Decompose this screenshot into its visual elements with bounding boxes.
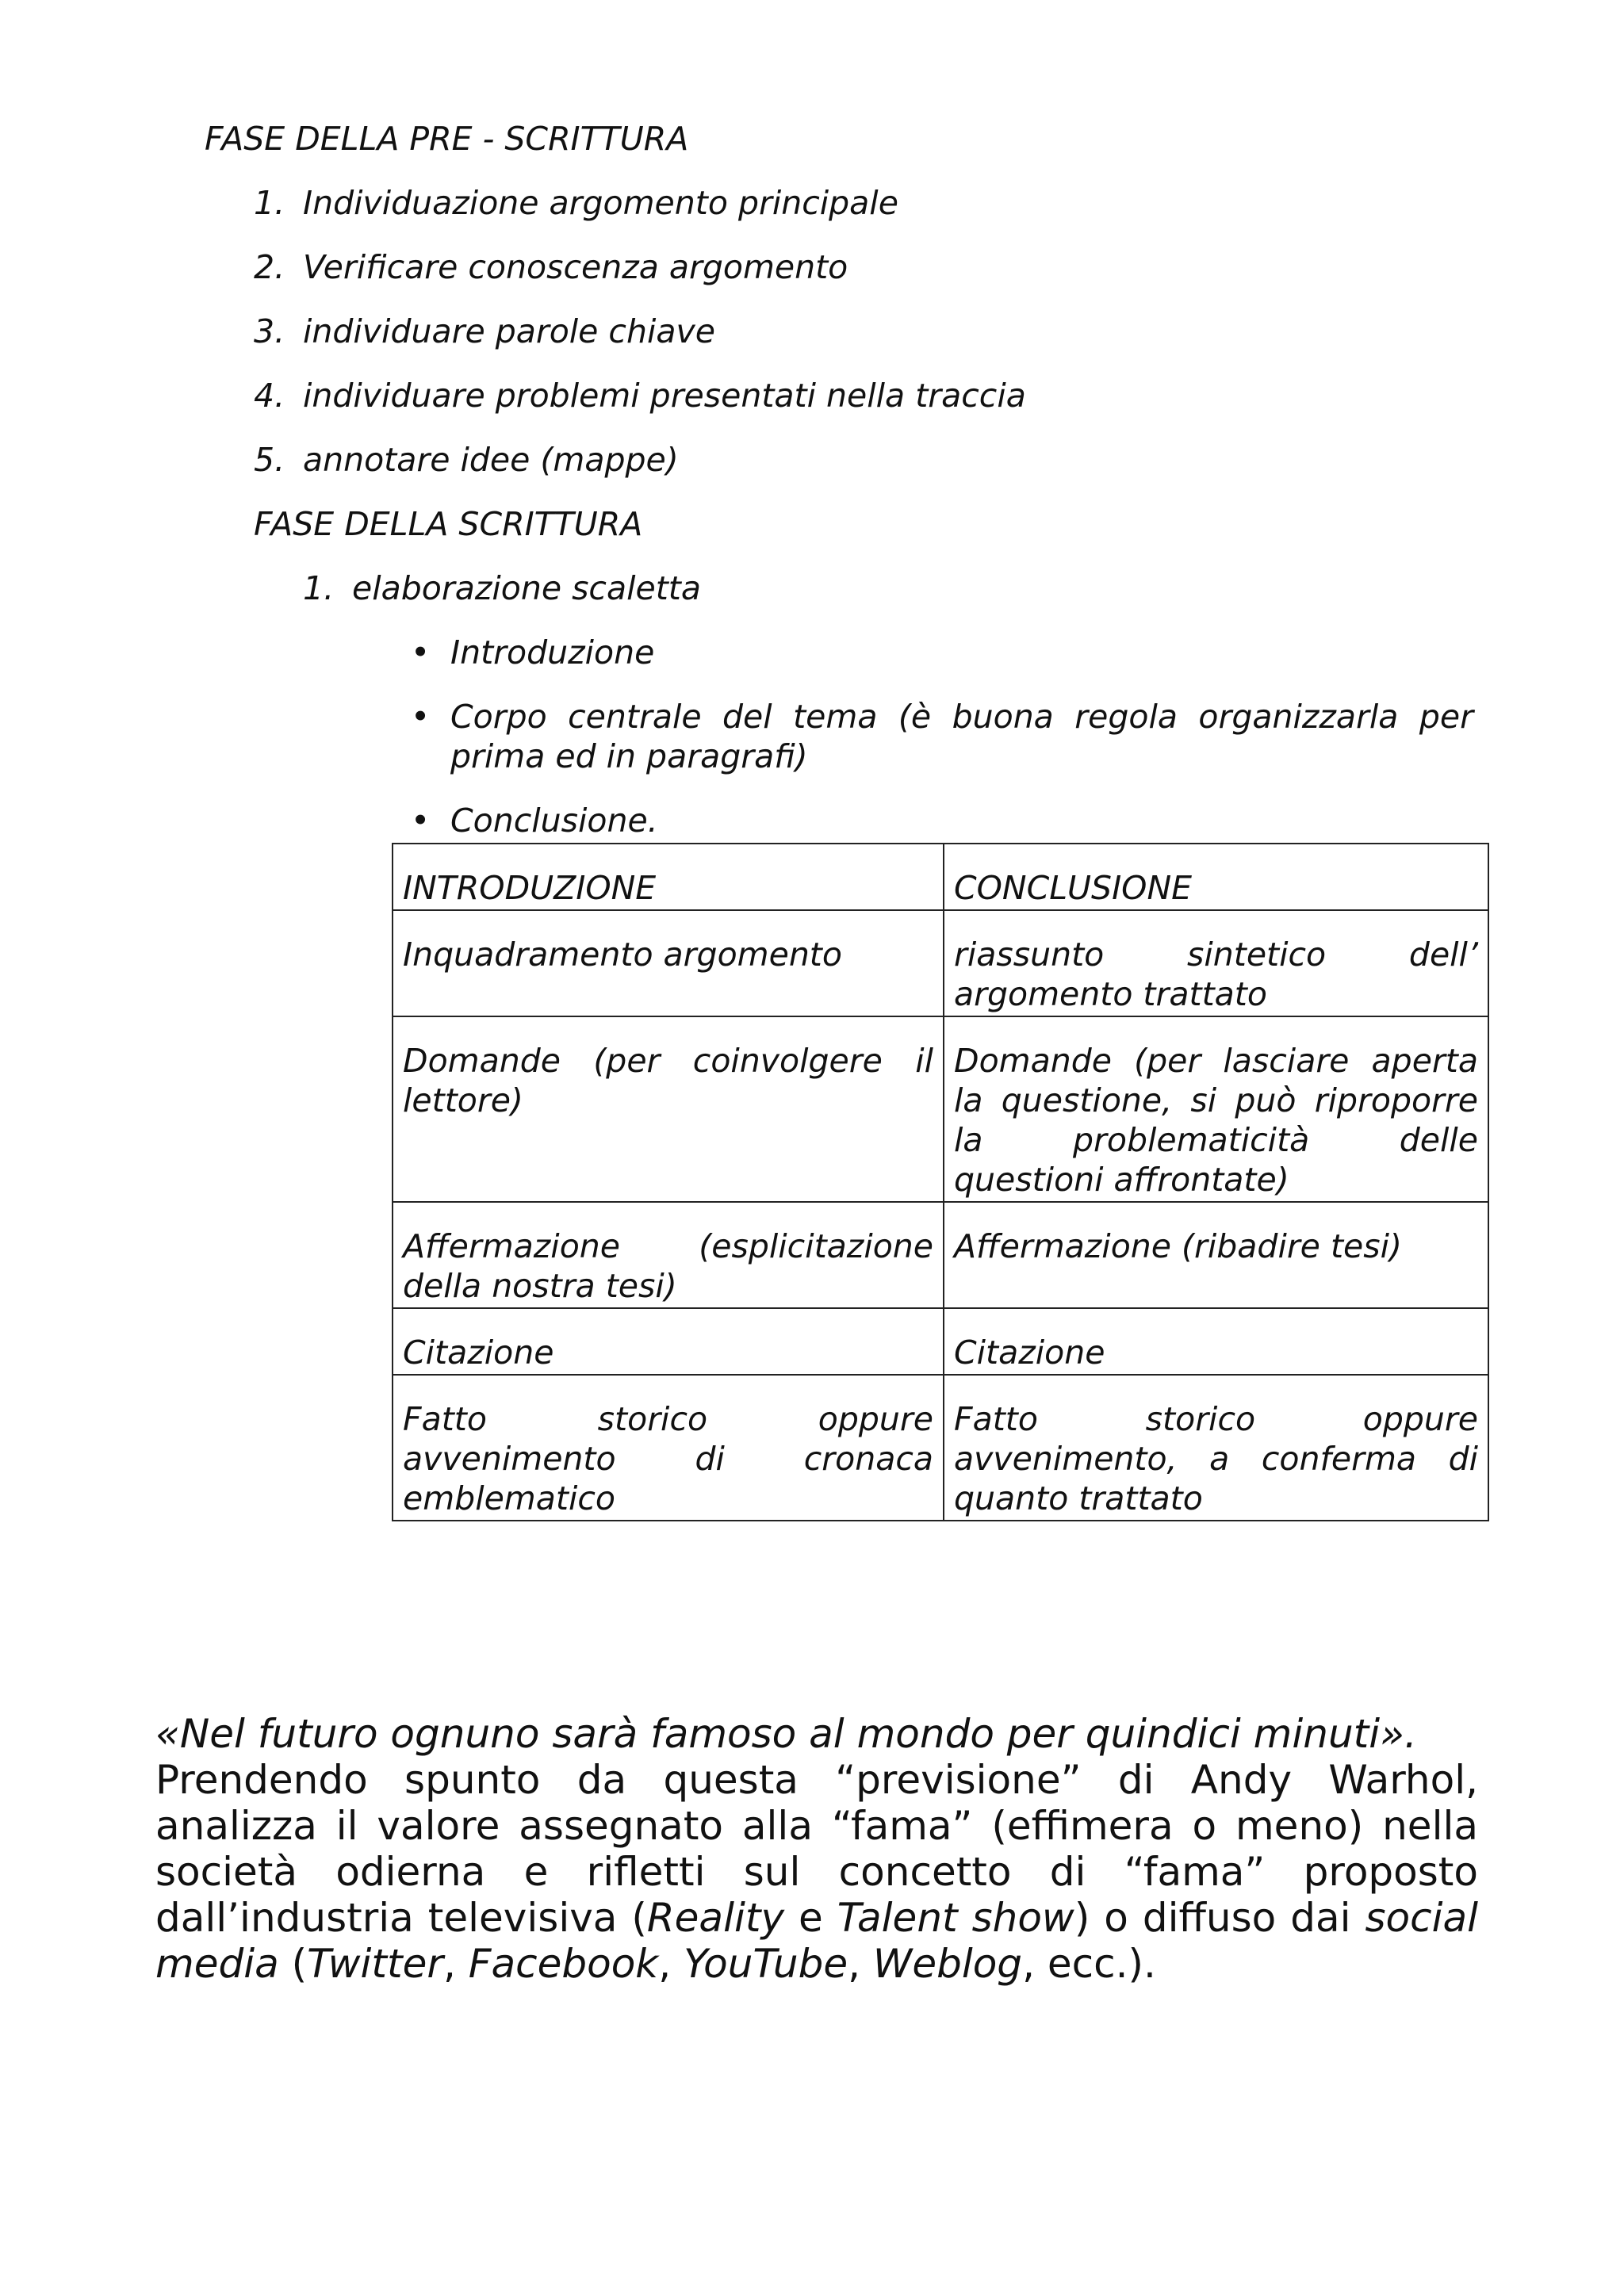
item-text: individuare problemi presentati nella traccia (303, 377, 1026, 415)
item-number: 5. (254, 441, 285, 479)
bullet-item (411, 633, 1473, 672)
pre-writing-item (254, 312, 715, 351)
pre-writing-item (254, 183, 898, 223)
table-header-cell: CONCLUSIONE (944, 844, 1488, 910)
warhol-quote: «Nel futuro ognuno sarà famoso al mondo per quindici minuti». (155, 1711, 1417, 1757)
prompt-emphasis: Weblog (872, 1941, 1023, 1987)
bullet-item (411, 801, 1473, 840)
writing-item (303, 568, 701, 608)
item-text: elaborazione scaletta (352, 569, 701, 607)
bullet-text: Corpo centrale del tema (è buona regola organizzarla per prima ed in paragrafi) (450, 698, 1473, 775)
prompt-text: , ecc.). (1022, 1941, 1156, 1987)
prompt-text: Prendendo spunto da questa “previsione” di Andy Warhol, analizza il valore assegnato alla “fama” (effimera o meno) nella società odierna e rifletti sul concetto di “fama” proposto dall’industria televisiva ( (155, 1757, 1478, 1941)
table-cell: Fatto storico oppure avvenimento di cronaca emblematico (393, 1375, 944, 1521)
table-cell: Inquadramento argomento (393, 910, 944, 1016)
table-cell: Affermazione (ribadire tesi) (944, 1202, 1488, 1308)
prompt-emphasis: Reality (646, 1895, 785, 1941)
table-cell: Domande (per coinvolgere il lettore) (393, 1016, 944, 1202)
bullet-text: Conclusione. (450, 802, 658, 840)
table-row (393, 910, 1488, 1016)
prompt-text: , (658, 1941, 684, 1987)
table-cell: Domande (per lasciare aperta la questione, si può riproporre la problematicità delle questioni affrontate) (944, 1016, 1488, 1202)
table-row (393, 1016, 1488, 1202)
table-row (393, 1375, 1488, 1521)
pre-writing-title: FASE DELLA PRE - SCRITTURA (205, 120, 689, 158)
table-cell: Citazione (944, 1308, 1488, 1375)
pre-writing-item (254, 440, 679, 480)
table-header-cell: INTRODUZIONE (393, 844, 944, 910)
prompt-text: e (784, 1895, 837, 1941)
bullet-text: Introduzione (450, 633, 655, 672)
item-text: individuare parole chiave (303, 312, 715, 350)
table-cell: riassunto sintetico dell’ argomento trattato (944, 910, 1488, 1016)
item-number: 1. (303, 569, 335, 607)
bullet-item (411, 697, 1473, 776)
item-text: Individuazione argomento principale (303, 184, 898, 222)
bullet-icon: • (411, 698, 431, 736)
bullet-icon: • (411, 633, 431, 672)
prompt-text: ( (278, 1941, 308, 1987)
table-cell: Citazione (393, 1308, 944, 1375)
essay-prompt (155, 1711, 1478, 1987)
prompt-emphasis: social media (155, 1895, 1478, 1987)
pre-writing-item (254, 247, 848, 287)
item-text: Verificare conoscenza argomento (303, 248, 848, 286)
item-number: 1. (254, 184, 285, 222)
prompt-text: , (442, 1941, 469, 1987)
bullet-icon: • (411, 802, 431, 840)
writing-title: FASE DELLA SCRITTURA (254, 505, 643, 543)
item-number: 3. (254, 312, 285, 350)
item-number: 4. (254, 377, 285, 415)
prompt-emphasis: Facebook (468, 1941, 659, 1987)
intro-conclusion-table (392, 843, 1489, 1521)
prompt-text: , (848, 1941, 873, 1987)
item-number: 2. (254, 248, 285, 286)
table-cell: Fatto storico oppure avvenimento, a conferma di quanto trattato (944, 1375, 1488, 1521)
prompt-text: ) o diffuso dai (1074, 1895, 1365, 1941)
table-row (393, 1308, 1488, 1375)
prompt-emphasis: Talent show (837, 1895, 1074, 1941)
table-row (393, 1202, 1488, 1308)
table-cell: Affermazione (esplicitazione della nostra tesi) (393, 1202, 944, 1308)
prompt-emphasis: YouTube (684, 1941, 848, 1987)
pre-writing-item (254, 376, 1026, 415)
prompt-emphasis: Twitter (307, 1941, 443, 1987)
table-header-row (393, 844, 1488, 910)
item-text: annotare idee (mappe) (303, 441, 679, 479)
